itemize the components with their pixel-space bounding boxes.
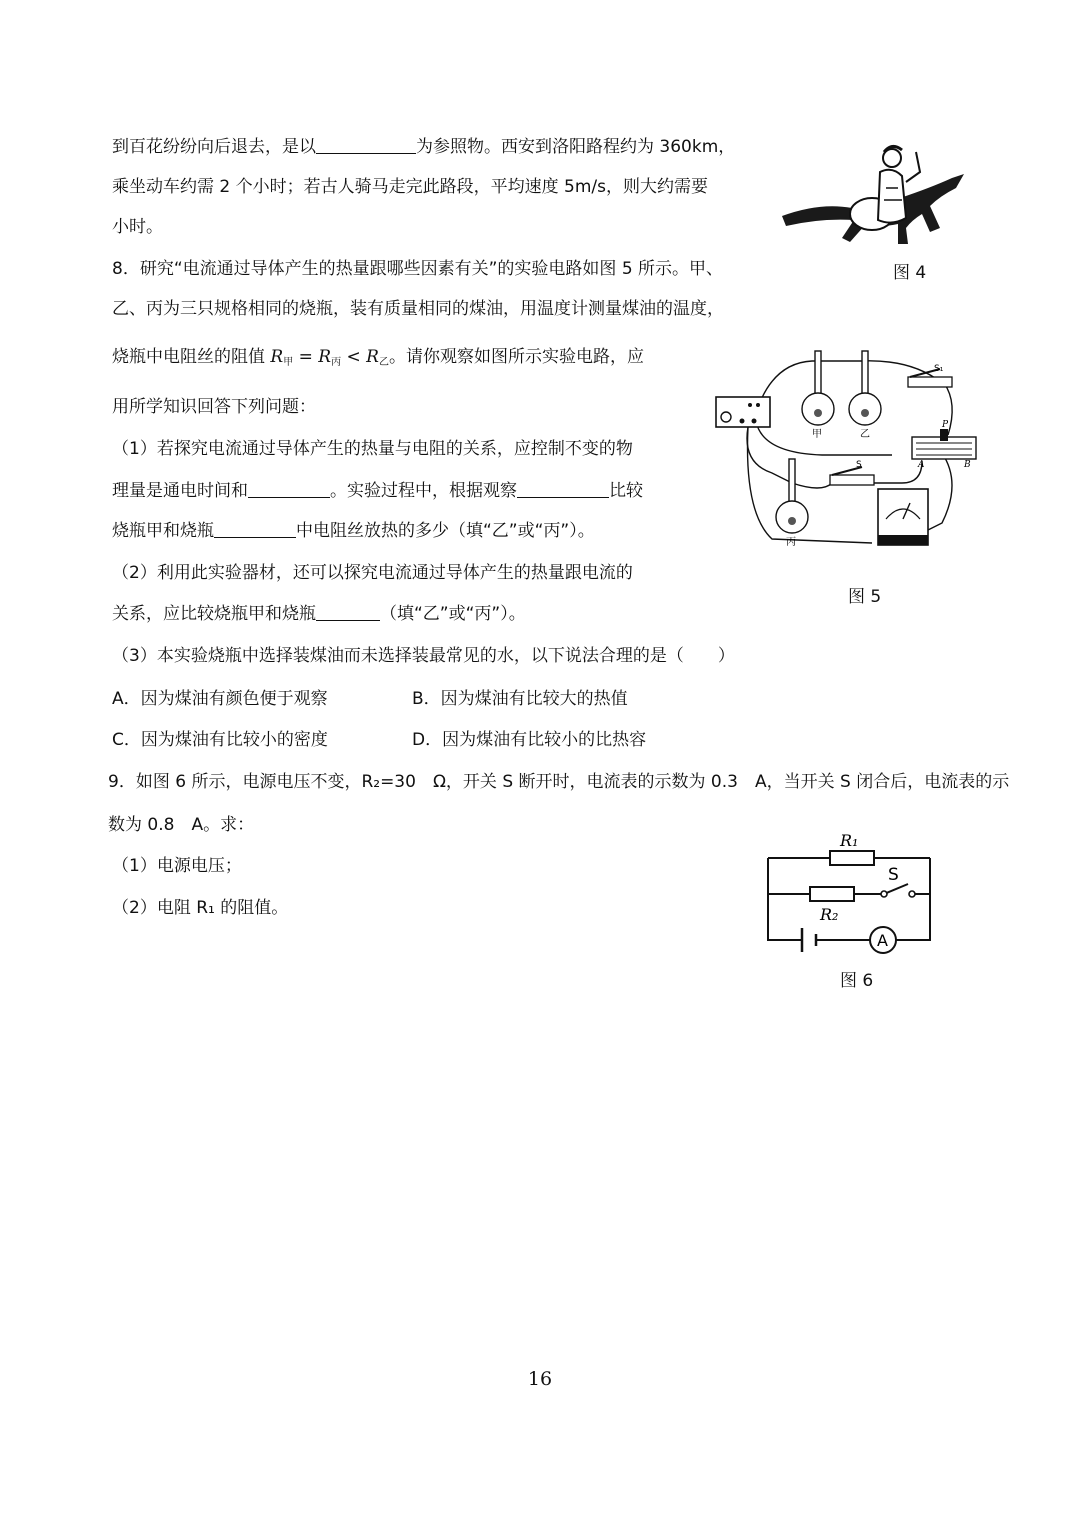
q9-line-1: 9．如图 6 所示，电源电压不变，R₂=30 Ω，开关 S 断开时，电流表的示数为 0.3 A，当开关 S 闭合后，电流表的示 bbox=[108, 772, 1010, 792]
resistor-r2 bbox=[810, 887, 854, 901]
resistor-r1 bbox=[830, 851, 874, 865]
switch-s1-label: S₁ bbox=[934, 364, 944, 374]
figure-5-labels bbox=[712, 343, 982, 555]
option-d: D．因为煤油有比较小的比热容 bbox=[412, 730, 647, 750]
q8-part1-line-2: 理量是通电时间和 。实验过程中，根据观察 比较 bbox=[112, 481, 643, 501]
q8-part2-line-2: 关系，应比较烧瓶甲和烧瓶 （填“乙”或“丙”）。 bbox=[112, 604, 526, 624]
flask-jia-label: 甲 bbox=[812, 429, 822, 440]
option-b: B．因为煤油有比较大的热值 bbox=[412, 689, 628, 709]
answer-blank[interactable] bbox=[316, 604, 380, 621]
switch-s-label: S bbox=[888, 865, 899, 885]
q8-line-3: 烧瓶中电阻丝的阻值 $R_甲 = R_丙 < R_乙$。请你观察如图所示实验电路，应 bbox=[112, 347, 644, 368]
terminal-a-label: A bbox=[918, 460, 925, 470]
q8-part1-line-1: （1）若探究电流通过导体产生的热量与电阻的关系，应控制不变的物 bbox=[112, 439, 633, 459]
slider-p-label: P bbox=[942, 420, 949, 430]
r2-label: R₂ bbox=[820, 905, 839, 924]
q7-line-3: 小时。 bbox=[112, 217, 163, 237]
answer-blank[interactable] bbox=[214, 521, 296, 538]
q9-part1: （1）电源电压； bbox=[112, 856, 242, 876]
flask-yi-label: 乙 bbox=[860, 429, 870, 440]
figure-6-circuit bbox=[760, 826, 940, 958]
q9-line-2: 数为 0.8 A。求： bbox=[108, 815, 255, 835]
answer-blank[interactable] bbox=[517, 481, 609, 498]
battery-icon bbox=[802, 928, 816, 952]
answer-blank[interactable] bbox=[316, 137, 416, 154]
q8-part2-line-1: （2）利用此实验器材，还可以探究电流通过导体产生的热量跟电流的 bbox=[112, 563, 633, 583]
q7-line-2: 乘坐动车约需 2 个小时；若古人骑马走完此路段，平均速度 5m/s，则大约需要 bbox=[112, 177, 708, 197]
switch-s-label: S bbox=[856, 460, 862, 470]
page-number: 16 bbox=[527, 1368, 553, 1390]
q7-line-1: 到百花纷纷向后退去，是以 为参照物。西安到洛阳路程约为 360km， bbox=[112, 137, 736, 157]
r1-label: R₁ bbox=[840, 831, 859, 850]
q9-part2: （2）电阻 R₁ 的阻值。 bbox=[112, 898, 289, 918]
figure-4-horse-rider bbox=[780, 132, 970, 250]
q8-line-2: 乙、丙为三只规格相同的烧瓶，装有质量相同的煤油，用温度计测量煤油的温度， bbox=[112, 299, 724, 319]
q8-part3: （3）本实验烧瓶中选择装煤油而未选择装最常见的水，以下说法合理的是（ ） bbox=[112, 646, 735, 666]
ammeter-label: A bbox=[877, 931, 888, 950]
terminal-b-label: B bbox=[964, 460, 971, 470]
figure-6-caption: 图 6 bbox=[840, 971, 874, 991]
q8-line-1: 8．研究“电流通过导体产生的热量跟哪些因素有关”的实验电路如图 5 所示。甲、 bbox=[112, 259, 724, 279]
q8-line-4: 用所学知识回答下列问题： bbox=[112, 397, 316, 417]
flask-bing-label: 丙 bbox=[786, 537, 796, 548]
option-a: A．因为煤油有颜色便于观察 bbox=[112, 689, 328, 709]
q8-part1-line-3: 烧瓶甲和烧瓶 中电阻丝放热的多少（填“乙”或“丙”）。 bbox=[112, 521, 595, 541]
figure-5-caption: 图 5 bbox=[848, 587, 882, 607]
option-c: C．因为煤油有比较小的密度 bbox=[112, 730, 328, 750]
answer-blank[interactable] bbox=[248, 481, 330, 498]
figure-4-caption: 图 4 bbox=[893, 263, 927, 283]
